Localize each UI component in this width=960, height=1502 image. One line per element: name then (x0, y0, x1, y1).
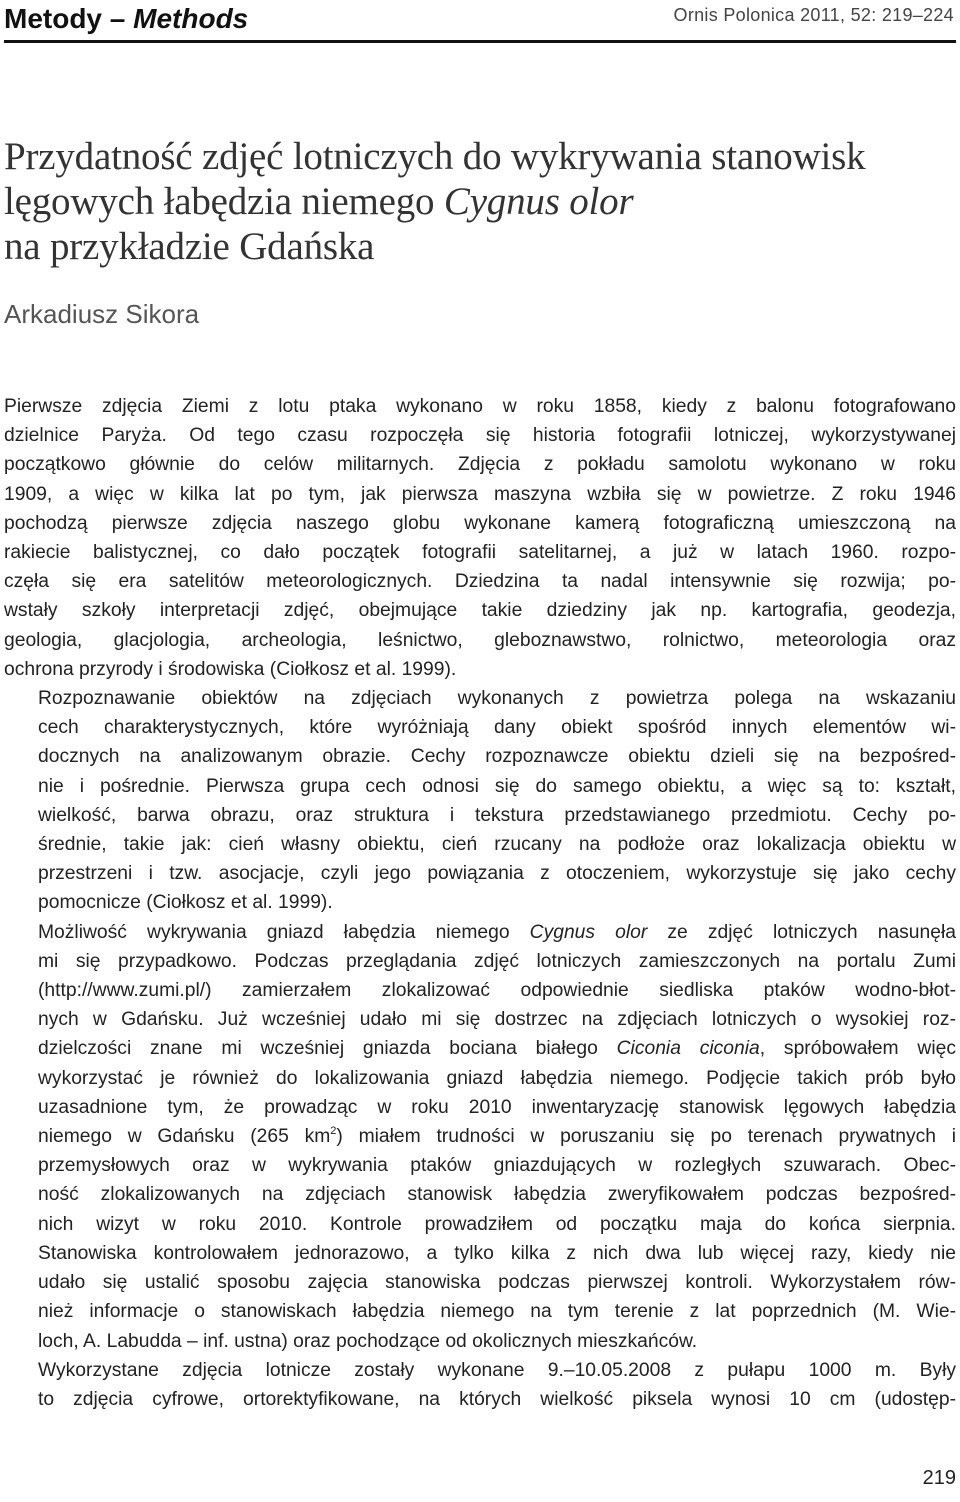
body-line: średnie, takie jak: cień własny obiektu, cień rzucany na podłoże oraz lokalizacja obiektu w (38, 834, 956, 856)
body-line: Rozpoznawanie obiektów na zdjęciach wykonanych z powietrza polega na wskazaniu (38, 688, 956, 710)
body-line: ochrona przyrody i środowiska (Ciołkosz et al. 1999). (4, 658, 457, 680)
body-line: nych w Gdańsku. Już wcześniej udało mi się dostrzec na zdjęciach lotniczych o wysokiej roz- (38, 1009, 956, 1031)
body-line: przestrzeni i tzw. asocjacje, czyli jego powiązania z otoczeniem, wykorzystuje się jako cechy (38, 863, 956, 885)
paragraph-2 (4, 684, 956, 918)
article-body (4, 392, 956, 1414)
body-line: udało się ustalić sposobu zajęcia stanowiska podczas pierwszej kontroli. Wykorzystałem rów- (38, 1272, 956, 1294)
journal-reference: Ornis Polonica 2011, 52: 219–224 (673, 5, 954, 25)
title-species-name: Cygnus olor (443, 180, 634, 223)
body-line (4, 918, 956, 947)
header-rule (4, 40, 956, 43)
body-text-run: niemego w Gdańsku (265 km (38, 1126, 331, 1148)
body-line: nich wizyt w roku 2010. Kontrole prowadziłem od początku maja do końca sierpnia. (38, 1213, 956, 1235)
body-line: cech charakterystycznych, które wyróżniają dany obiekt spośród innych elementów wi- (38, 717, 956, 739)
title-line-2 (4, 179, 956, 224)
body-line: uzasadnione tym, że prowadząc w roku 2010 inwentaryzację stanowisk lęgowych łabędzia (38, 1096, 956, 1118)
body-text-run: ) miałem trudności w poruszaniu się po terenach prywatnych i (336, 1126, 957, 1148)
body-line: początkowo głównie do celów militarnych. Zdjęcia z pokładu samolotu wykonano w roku (4, 454, 956, 476)
page-number: 219 (922, 1467, 956, 1489)
body-text-run: Możliwość wykrywania gniazd łabędzia niemego (38, 921, 530, 943)
body-line (4, 1122, 956, 1151)
running-header (4, 0, 956, 40)
body-line: geologia, glacjologia, archeologia, leśnictwo, gleboznawstwo, rolnictwo, meteorologia oraz (4, 629, 956, 651)
body-line: mi się przypadkowo. Podczas przeglądania zdjęć lotniczych zamieszczonych na portalu Zumi (38, 950, 956, 972)
body-line: dzielnice Paryża. Od tego czasu rozpoczęła się historia fotografii lotniczej, wykorzystywanej (4, 425, 956, 447)
body-line: wykorzystać je również do lokalizowania gniazd łabędzia niemego. Podjęcie takich prób było (38, 1067, 956, 1089)
body-line: wielkość, barwa obrazu, oraz struktura i tekstura przedstawianego przedmiotu. Cechy po- (38, 804, 956, 826)
body-line: 1909, a więc w kilka lat po tym, jak pierwsza maszyna wzbiła się w powietrze. Z roku 1946 (4, 483, 956, 505)
body-line: to zdjęcia cyfrowe, ortorektyfikowane, na których wielkość piksela wynosi 10 cm (udostęp- (38, 1388, 956, 1410)
section-label-pl: Metody (4, 3, 102, 34)
superscript-two: 2 (330, 1125, 337, 1138)
title-line-1: Przydatność zdjęć lotniczych do wykrywania stanowisk (4, 135, 866, 178)
body-line: loch, A. Labudda – inf. ustna) oraz pochodzące od okolicznych mieszkańców. (38, 1330, 698, 1352)
section-label (4, 2, 248, 36)
section-label-en: Methods (133, 3, 249, 34)
body-text-run: , spróbowałem więc (759, 1038, 956, 1060)
body-line: pomocnicze (Ciołkosz et al. 1999). (38, 892, 333, 914)
title-line-3: na przykładzie Gdańska (4, 225, 375, 268)
species-name: Cygnus olor (529, 921, 648, 943)
body-line: (http://www.zumi.pl/) zamierzałem zlokalizować odpowiednie siedliska ptaków wodno-błot- (38, 980, 956, 1002)
paragraph-3 (4, 918, 956, 1356)
species-name: Ciconia ciconia (616, 1038, 760, 1060)
body-text-run: ze zdjęć lotniczych nasunęła (647, 921, 956, 943)
section-label-dash: – (109, 3, 126, 34)
body-line: Pierwsze zdjęcia Ziemi z lotu ptaka wykonano w roku 1858, kiedy z balonu fotografowano (4, 396, 956, 417)
body-text-run: dzielczości znane mi wcześniej gniazda bociana białego (38, 1038, 617, 1060)
body-line: przemysłowych oraz w wykrywania ptaków gniazdujących w rozległych szuwarach. Obec- (38, 1155, 956, 1177)
author-name: Arkadiusz Sikora (4, 299, 200, 329)
body-line (4, 1034, 956, 1063)
body-line: Stanowiska kontrolowałem jednorazowo, a tylko kilka z nich dwa lub więcej razy, kiedy nie (38, 1242, 956, 1264)
body-line: docznych na analizowanym obrazie. Cechy rozpoznawcze obiektu dzieli się na bezpośred- (38, 746, 956, 768)
title-line-2-text: lęgowych łabędzia niemego (4, 180, 444, 223)
article-title (4, 134, 956, 269)
body-line: rakiecie balistycznej, co dało początek fotografii satelitarnej, a już w latach 1960. rozpo- (4, 542, 956, 564)
body-line: Wykorzystane zdjęcia lotnicze zostały wykonane 9.–10.05.2008 z pułapu 1000 m. Były (38, 1359, 956, 1381)
paragraph-1 (4, 392, 956, 684)
body-line: pochodzą pierwsze zdjęcia naszego globu wykonane kamerą fotograficzną umieszczoną na (4, 512, 956, 534)
paragraph-4 (4, 1356, 956, 1414)
body-line: ność zlokalizowanych na zdjęciach stanowisk łabędzia zweryfikowałem podczas bezpośred- (38, 1184, 956, 1206)
body-line: nież informacje o stanowiskach łabędzia niemego na tym terenie z lat poprzednich (M. Wie- (38, 1301, 956, 1323)
body-line: nie i pośrednie. Pierwsza grupa cech odnosi się do samego obiektu, a więc są to: kształt, (38, 775, 956, 797)
body-line: wstały szkoły interpretacji zdjęć, obejmujące takie dziedziny jak np. kartografia, geodezja, (4, 600, 956, 622)
body-line: częła się era satelitów meteorologicznych. Dziedzina ta nadal intensywnie się rozwija; po- (4, 571, 956, 593)
